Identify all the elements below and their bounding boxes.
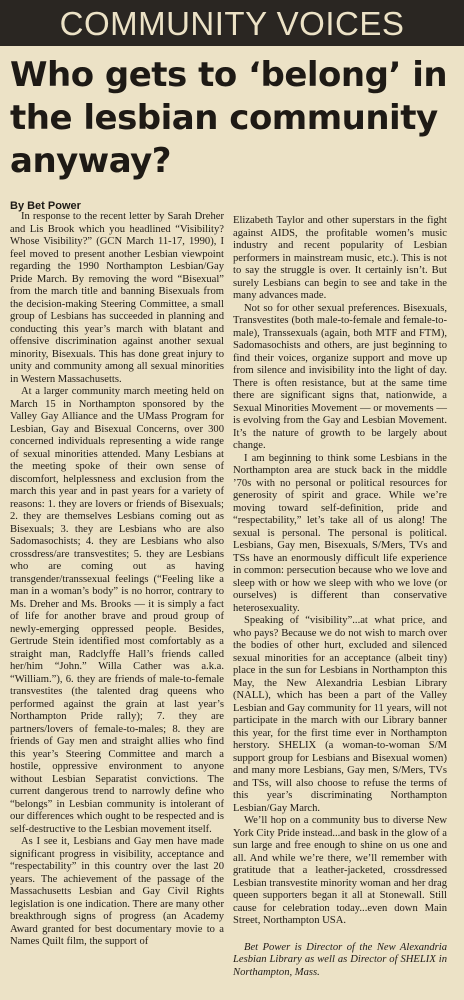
article-paragraph: As I see it, Lesbians and Gay men have made significant progress in visibility, acceptance and “respectability” in this country over the last 20 years. The achievement of the passage of the Massachusetts Lesbian and Gay Civil Rights legislation is one indication. There are many other breakthrough signs of progress (an Academy Award granted for best documentary movie to a Names Quilt film, the support of [10,836,224,947]
article-column-right [233,215,447,979]
article-paragraph-continued: Elizabeth Taylor and other superstars in the fight against AIDS, the profitable women’s music industry and recent popularity of Lesbian performers in mainstream music, etc.). This is not to say the struggle is over. It certainly isn’t. But surely Lesbians can begin to see and take in the many advances made. [233,215,447,301]
article-headline: Who gets to ‘belong’ in the lesbian community anyway? [10,55,448,181]
section-banner [0,0,464,46]
article-paragraph: In response to the recent letter by Sarah Dreher and Lis Brook which you headlined “Visibility? Whose Visibility?” (GCN March 11-17, 1990), I feel moved to present another Lesbian viewpoint regarding the 1990 Northampton Lesbian/Gay Pride March. By removing the word “Bisexual” from the march title and banning Bisexuals from the decision-making Steering Committee, a small group of Lesbians has succeeded in planning and conducting this year’s march with blatant and offensive discrimination against another sexual minority, Bisexuals. This has done great injury to unity and community among all sexual minorities in Western Massachusetts. [10,211,224,385]
section-title: COMMUNITY VOICES [59,5,405,42]
article-paragraph: We’ll hop on a community bus to diverse New York City Pride instead...and bask in the glow of a sun large and free enough to shine on us one and all. And while we’re there, we’ll remember with gratitude that a leather-jacketed, crossdressed Lesbian transvestite minority woman and her drag queen supporters began it all at Stonewall. Still cause for celebration today...even down Main Street, Northampton USA. [233,815,447,926]
article-column-left [10,211,224,949]
author-bio: Bet Power is Director of the New Alexandria Lesbian Library as well as Director of SHELIX in Northampton, Mass. [233,941,447,978]
article-paragraph: Speaking of “visibility”...at what price, and who pays? Because we do not wish to march over the bodies of other hurt, excluded and silenced sexual minorities for an acceptance (albeit tiny) place in the sun for Lesbians in Northampton this May, the New Alexandria Lesbian Library (NALL), which has been a part of the Valley Lesbian and Gay community for 11 years, will not participate in the march with our Library banner this year, for the first time ever in Northampton herstory. SHELIX (a woman-to-woman S/M support group for Lesbians and Bisexual women) and many more Lesbians, Gay men, S/Mers, TVs and TSs, will also choose to refuse the terms of this year’s discriminating Northampton Lesbian/Gay March. [233,615,447,814]
article-byline: By Bet Power [10,200,81,212]
article-paragraph: I am beginning to think some Lesbians in the Northampton area are stuck back in the middle ’70s with no personal or political resources for generosity of spirit and grace. While we’re moving toward self-definition, pride and “respectability,” let’s take all of us along! The sexual is personal. The personal is political. Lesbians, Gay men, Bisexuals, S/Mers, TVs and TSs have an enormously difficult life experience in common: persecution because who we love and sleep with or how we sleep with who we love (or ourselves) is different than conservative heterosexuality. [233,452,447,614]
article-paragraph: At a larger community march meeting held on March 15 in Northampton sponsored by the Valley Gay Alliance and the UMass Program for Lesbian, Gay and Bisexual Concerns, over 300 concerned individuals representing a wide range of sexual minorities attended. Many Lesbians at the meeting spoke of their own sense of discomfort, helplessness and exclusion from the march this year and in past years for a variety of reasons: 1. they are lovers or friends of Bisexuals; 2. they are themselves Lesbians coming out as Bisexuals; 3. they are Lesbians who are also Sadomasochists; 4. they are Lesbians who also crossdress/are transvestites; 5. they are Lesbians who are coming out as having transgender/transsexual feelings (“Feeling like a man in a woman’s body” is no horror, contrary to Ms. Dreher and Ms. Brooks — it is simply a fact of life for another brave and proud group of newly-emerging oppressed people. Besides, Gertrude Stein identified most comfortably as a straight man, Radclyffe Hall’s friends called her/him “John.” Willa Cather was a.k.a. “William.”), 6. they are friends of male-to-female transvestites (the talented drag queens who performed against the grain at last year’s Northampton Pride rally); 7. they are partners/lovers of female-to-males; 8. they are friends of Gay men and straight allies who find this year’s Steering Committee and march a hostile, oppressive environment to anyone without Lesbian Separatist convictions. The current dangerous trend to narrowly define who “belongs” in Lesbian community is intolerant of our differences which ought to be respected and is self-destructive to the Lesbian movement itself. [10,386,224,835]
article-paragraph: Not so for other sexual preferences. Bisexuals, Transvestites (both male-to-female and female-to-male), Transsexuals (again, both MTF and FTM), Sadomasochists and others, are just beginning to find their voices, organize support and move up from silence and invisibility into the light of day. There is often resistance, but at the same time there are significant signs that, nationwide, a Sexual Minorities Movement — or movements — is evolving from the Gay and Lesbian Movement. It’s the nature of growth to be largely about change. [233,302,447,451]
